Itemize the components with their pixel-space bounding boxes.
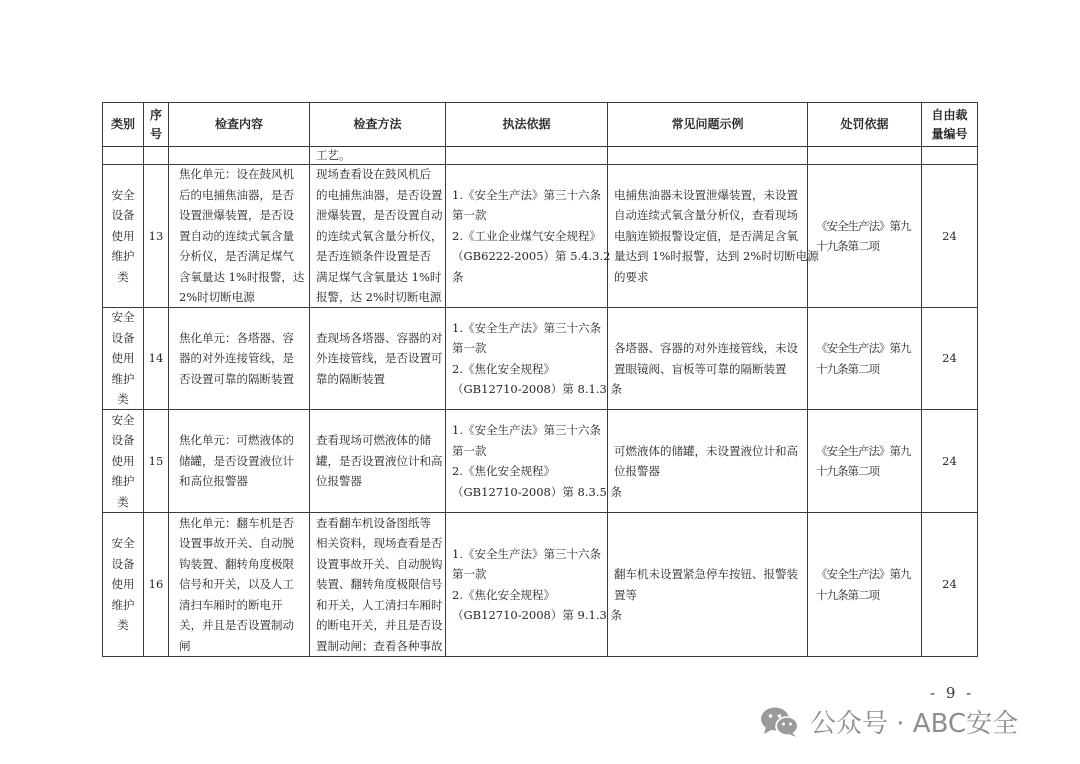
cell-line: 1.《安全生产法》第三十六条 [452, 187, 601, 202]
cell-line: （GB12710-2008）第 8.1.3 条 [452, 382, 622, 396]
row-14-penalty-basis [808, 308, 922, 410]
cell-line: 焦化单元：翻车机是否 [179, 515, 294, 530]
cell-line: 现场查看设在鼓风机后 [316, 167, 431, 182]
cell-line: 《安全生产法》第九 [816, 218, 911, 233]
row-13-legal-basis [446, 165, 611, 308]
cell-line: 安全 [111, 412, 135, 427]
row-16-legal-basis [446, 513, 622, 657]
cell-line: 《安全生产法》第九 [816, 567, 911, 581]
cell-line: 类 [117, 494, 129, 509]
cell-line: 安全 [111, 310, 135, 325]
cell-line: 序 [149, 107, 162, 122]
cell-line: 和开关，人工清扫车厢时 [316, 597, 443, 612]
cell-line: 器的对外连接管线，是 [179, 351, 294, 366]
cell-line: 焦化单元：设在鼓风机 [179, 167, 294, 182]
cell-line: 置眼镜阀、盲板等可靠的隔断装置 [614, 361, 787, 376]
cell-line: 泄爆装置，是否设置自动 [316, 208, 443, 223]
cell-line: （GB12710-2008）第 9.1.3 条 [452, 608, 622, 622]
row-16-discretion-number: 24 [922, 513, 978, 657]
cell-line: 查看现场可燃液体的储 [316, 433, 431, 448]
cell-line: 的要求 [614, 269, 649, 284]
cell-line: 2.《焦化安全规程》 [452, 587, 555, 602]
cell-line: 第一款 [452, 341, 487, 355]
inspection-table [102, 102, 978, 657]
cell-line: 分析仪，是否满足煤气 [179, 249, 294, 264]
cell-line: 使用 [111, 351, 135, 366]
cell-line: 第一款 [452, 443, 487, 458]
cell-line: 2.《工业企业煤气安全规程》 [452, 228, 601, 243]
row-16-seq: 16 [144, 513, 169, 657]
row-16-common-problems [608, 513, 808, 657]
cell-line: 维护 [111, 474, 135, 489]
cell-line: 设备 [111, 330, 135, 345]
row-14-check-method [310, 308, 446, 410]
row-13-seq: 13 [144, 165, 169, 308]
header-legal-basis: 执法依据 [446, 103, 608, 147]
cell-line: 查看翻车机设备图纸等 [316, 515, 431, 530]
row-13-common-problems [608, 165, 819, 308]
row-15-penalty-basis [808, 410, 922, 513]
cell-line: 位报警器 [316, 474, 362, 489]
continuation-empty-cell [144, 147, 169, 165]
header-common-problems: 常见问题示例 [608, 103, 808, 147]
continuation-empty-cell [103, 147, 144, 165]
row-14-legal-basis [446, 308, 622, 410]
cell-line: 清扫车厢时的断电开 [179, 597, 283, 612]
cell-line: 十九条第二项 [816, 239, 879, 253]
row-15-category [103, 410, 144, 513]
cell-line: 的电捕焦油器，是否设置 [316, 187, 443, 202]
cell-line: 电脑连锁报警设定值，是否满足含氧 [614, 228, 798, 243]
cell-line: 设备 [111, 208, 135, 223]
row-16-penalty-basis [808, 513, 922, 657]
cell-line: 含氧量达 1%时报警，达 [179, 269, 305, 284]
cell-line: 第一款 [452, 567, 487, 581]
row-15-discretion-number: 24 [922, 410, 978, 513]
cell-line: 和高位报警器 [179, 474, 248, 489]
cell-line: 量编号 [931, 126, 968, 141]
cell-line: 位报警器 [614, 464, 660, 478]
row-15-legal-basis [446, 410, 622, 513]
cell-line: 类 [117, 392, 129, 407]
cell-line: 闸 [179, 638, 191, 653]
cell-line: 工艺。 [316, 148, 351, 162]
cell-line: 自由裁 [931, 107, 968, 122]
row-16-category [103, 513, 144, 657]
cell-line: 电捕焦油器未设置泄爆装置，未设置 [614, 187, 798, 202]
cell-line: 条 [452, 269, 464, 284]
cell-line: 可燃液体的储罐，未设置液位计和高 [614, 443, 798, 458]
cell-line: 储罐，是否设置液位计 [179, 453, 294, 468]
cell-line: 置制动闸；查看各种事故 [316, 638, 443, 653]
continuation-empty-cell [169, 147, 310, 165]
header-seq [144, 103, 169, 147]
cell-line: 各塔器、容器的对外连接管线，未设 [614, 341, 798, 355]
page-number: - 9 - [930, 684, 975, 702]
cell-line: 设备 [111, 433, 135, 448]
continuation-check-method [310, 147, 446, 165]
cell-line: 否设置可靠的隔断装置 [179, 371, 294, 386]
cell-line: 设备 [111, 556, 135, 571]
cell-line: 第一款 [452, 208, 487, 223]
cell-line: 是否连锁条件设置是否 [316, 249, 431, 264]
cell-line: 《安全生产法》第九 [816, 341, 911, 355]
header-category: 类别 [103, 103, 144, 147]
cell-line: 设置事故开关、自动脱 [179, 536, 294, 551]
cell-line: 安全 [111, 536, 135, 551]
cell-line: 使用 [111, 228, 135, 243]
cell-line: 置自动的连续式氧含量 [179, 228, 294, 243]
cell-line: 靠的隔断装置 [316, 371, 385, 386]
cell-line: 罐，是否设置液位计和高 [316, 453, 443, 468]
cell-line: 外连接管线，是否设置可 [316, 351, 443, 366]
cell-line: 十九条第二项 [816, 361, 879, 376]
header-discretion-number [922, 103, 978, 147]
cell-line: 2.《焦化安全规程》 [452, 361, 555, 376]
cell-line: 关，并且是否设置制动 [179, 618, 294, 633]
cell-line: 焦化单元：各塔器、容 [179, 330, 294, 345]
cell-line: 相关资料，现场查看是否 [316, 536, 443, 551]
cell-line: 2%时切断电源 [179, 290, 255, 305]
cell-line: （GB6222-2005）第 5.4.3.2 [452, 249, 611, 264]
cell-line: 焦化单元：可燃液体的 [179, 433, 294, 448]
row-13-check-content [169, 165, 310, 308]
cell-line: 置等 [614, 587, 637, 602]
watermark-text: 公众号 · ABC安全 [810, 709, 1019, 739]
cell-line: 查现场各塔器、容器的对 [316, 330, 443, 345]
row-15-seq: 15 [144, 410, 169, 513]
watermark [760, 703, 1018, 740]
header-check-content: 检查内容 [169, 103, 310, 147]
cell-line: 后的电捕焦油器，是否 [179, 187, 294, 202]
cell-line: 使用 [111, 577, 135, 592]
cell-line: 的断电开关，并且是否设 [316, 618, 443, 633]
row-15-check-method [310, 410, 446, 513]
cell-line: 类 [117, 269, 129, 284]
cell-line: 设置泄爆装置，是否设 [179, 208, 294, 223]
row-16-check-method [310, 513, 446, 657]
row-16-check-content [169, 513, 310, 657]
cell-line: 自动连续式氧含量分析仪，查看现场 [614, 208, 798, 223]
cell-line: 十九条第二项 [816, 587, 879, 602]
row-15-common-problems [608, 410, 808, 513]
row-14-discretion-number: 24 [922, 308, 978, 410]
continuation-empty-cell [446, 147, 608, 165]
cell-line: 2.《焦化安全规程》 [452, 464, 555, 478]
cell-line: 1.《安全生产法》第三十六条 [452, 320, 601, 335]
header-penalty-basis: 处罚依据 [808, 103, 922, 147]
cell-line: 维护 [111, 371, 135, 386]
continuation-empty-cell [608, 147, 808, 165]
cell-line: 号 [149, 126, 162, 141]
continuation-empty-cell [808, 147, 922, 165]
row-14-check-content [169, 308, 310, 410]
continuation-empty-cell [922, 147, 978, 165]
cell-line: 报警，达 2%时切断电源 [316, 290, 442, 305]
cell-line: （GB12710-2008）第 8.3.5 条 [452, 484, 622, 499]
cell-line: 信号和开关，以及人工 [179, 577, 294, 592]
cell-line: 量达到 1%时报警，达到 2%时切断电源 [614, 249, 819, 264]
cell-line: 装置、翻转角度极限信号 [316, 577, 443, 592]
row-13-discretion-number: 24 [922, 165, 978, 308]
row-14-common-problems [608, 308, 808, 410]
cell-line: 类 [117, 618, 129, 633]
row-14-category [103, 308, 144, 410]
row-14-seq: 14 [144, 308, 169, 410]
cell-line: 《安全生产法》第九 [816, 443, 911, 458]
cell-line: 设置事故开关、自动脱钩 [316, 556, 443, 571]
cell-line: 使用 [111, 453, 135, 468]
row-13-category [103, 165, 144, 308]
row-13-check-method [310, 165, 446, 308]
cell-line: 的连续式氧含量分析仪， [316, 228, 443, 243]
row-15-check-content [169, 410, 310, 513]
row-13-penalty-basis [808, 165, 922, 308]
cell-line: 1.《安全生产法》第三十六条 [452, 546, 601, 561]
cell-line: 十九条第二项 [816, 464, 879, 478]
cell-line: 钩装置、翻转角度极限 [179, 556, 294, 571]
cell-line: 1.《安全生产法》第三十六条 [452, 423, 601, 437]
cell-line: 翻车机未设置紧急停车按钮、报警装 [614, 567, 798, 581]
wechat-icon [760, 706, 800, 738]
cell-line: 满足煤气含氧量达 1%时 [316, 269, 442, 284]
header-check-method: 检查方法 [310, 103, 446, 147]
cell-line: 维护 [111, 597, 135, 612]
cell-line: 维护 [111, 249, 135, 264]
cell-line: 安全 [111, 187, 135, 202]
